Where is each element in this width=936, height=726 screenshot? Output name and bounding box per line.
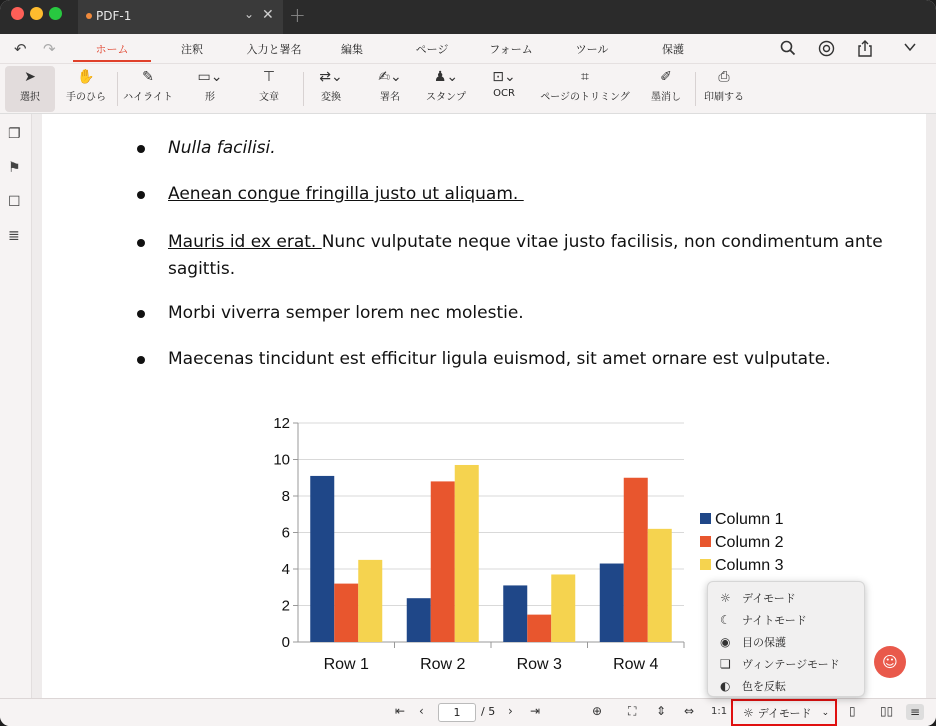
bullet-dot: [137, 191, 145, 199]
page-number-input[interactable]: 1: [438, 703, 476, 722]
bar-column-3-row-1: [358, 560, 382, 642]
text-tool[interactable]: [252, 66, 286, 112]
legend-swatch: [700, 513, 711, 524]
menu-item-day-mode[interactable]: [720, 588, 796, 608]
tool-label: 署名: [380, 92, 400, 103]
legend-label: Column 2: [715, 534, 784, 551]
tool-label: 印刷する: [704, 92, 744, 103]
crop-icon: ⌗: [581, 69, 589, 85]
legend-label: Column 3: [715, 557, 784, 574]
tool-label: 変換: [321, 92, 341, 103]
bar-column-2-row-4: [624, 478, 648, 642]
x-tick-label: Row 4: [613, 656, 659, 673]
printer-icon: ⎙: [718, 69, 730, 85]
minimize-window-button[interactable]: [30, 7, 43, 20]
chevron-down-icon[interactable]: [903, 40, 917, 58]
eye-icon: ◉: [720, 635, 731, 649]
search-results-icon[interactable]: ≣: [8, 228, 20, 244]
bullet-dot: [137, 145, 145, 153]
search-icon[interactable]: [780, 40, 796, 60]
y-tick-label: 10: [273, 451, 290, 469]
undo-icon[interactable]: ↶: [14, 40, 27, 58]
menu-item-label: ナイトモード: [742, 614, 807, 627]
bullet-text-3-line2: sagittis.: [168, 259, 236, 279]
active-tab-underline: [73, 60, 151, 62]
menu-item-invert-colors[interactable]: [720, 676, 786, 696]
tool-label: 形: [205, 92, 215, 103]
right-gutter: [926, 114, 936, 698]
ocr-icon: ⊡⌄: [492, 69, 516, 85]
redo-icon[interactable]: ↷: [43, 40, 56, 58]
tool-label: 手のひら: [66, 92, 106, 103]
y-tick-label: 0: [281, 634, 290, 651]
text-box-icon: ⊤: [262, 69, 276, 85]
bar-column-2-row-3: [527, 615, 551, 642]
bar-column-3-row-3: [551, 574, 575, 642]
ocr-tool[interactable]: [488, 66, 520, 112]
unsaved-dot-icon: [86, 13, 92, 19]
legend-swatch: [700, 559, 711, 570]
crop-pages-tool[interactable]: [538, 66, 632, 112]
bottom-status-bar: [0, 698, 936, 726]
left-gutter: [32, 114, 42, 698]
close-tab-icon[interactable]: ✕: [262, 7, 274, 23]
tool-label: ハイライト: [123, 92, 173, 103]
highlighter-icon: ✎: [142, 69, 154, 85]
menu-item-eye-protection[interactable]: [720, 632, 786, 652]
bar-column-1-row-1: [310, 476, 334, 642]
tool-label: 文章: [259, 92, 279, 103]
pages-thumbnail-icon[interactable]: ❐: [8, 126, 21, 142]
legend-swatch: [700, 536, 711, 547]
bar-column-1-row-2: [407, 598, 431, 642]
menu-bar: [0, 34, 936, 64]
share-icon[interactable]: [858, 40, 872, 61]
menu-item-label: 目の保護: [742, 636, 786, 649]
sun-icon: ☼: [720, 591, 731, 605]
bookmark-icon[interactable]: ⚑: [8, 160, 21, 176]
menu-item-night-mode[interactable]: [720, 610, 807, 630]
moon-icon: ☾: [720, 613, 731, 627]
chevron-down-icon[interactable]: ⌄: [244, 7, 255, 21]
cursor-arrow-icon: ➤: [24, 69, 36, 85]
convert-icon: ⇄⌄: [319, 69, 343, 85]
y-tick-label: 4: [281, 561, 290, 578]
page-total: / 5: [481, 705, 496, 718]
single-page-view-icon[interactable]: ▯: [849, 704, 856, 718]
menu-page[interactable]: ページ: [415, 43, 449, 56]
tool-label: OCR: [493, 88, 515, 99]
zoom-in-icon[interactable]: ⊕: [592, 704, 603, 718]
redact-pen-icon: ✐: [660, 69, 672, 85]
comments-icon[interactable]: ☐: [8, 194, 21, 210]
menu-form[interactable]: フォーム: [489, 43, 533, 56]
print-tool[interactable]: [702, 66, 746, 112]
highlight-tool[interactable]: [120, 66, 176, 112]
bullet-text-2: Aenean congue fringilla justo ut aliquam.: [168, 184, 524, 204]
first-page-icon[interactable]: ⇤: [395, 704, 406, 718]
bar-column-2-row-2: [431, 481, 455, 642]
bullet-text-1: Nulla facilisi.: [168, 138, 276, 158]
fit-width-icon[interactable]: ⇔: [684, 704, 695, 718]
bar-column-1-row-4: [600, 564, 624, 642]
menu-item-label: 色を反転: [742, 680, 786, 693]
chevron-down-icon: ⌄: [821, 707, 830, 718]
scroll-icon: ❏: [720, 657, 731, 671]
last-page-icon[interactable]: ⇥: [530, 704, 541, 718]
toolbar-divider: [117, 72, 118, 106]
x-tick-label: Row 1: [323, 656, 369, 673]
hand-icon: ✋: [77, 69, 95, 85]
view-mode-dropdown[interactable]: [731, 699, 837, 726]
menu-item-label: デイモード: [742, 592, 796, 605]
signature-icon: ✍⌄: [378, 69, 402, 85]
menu-fill-sign[interactable]: 入力と署名: [246, 43, 302, 56]
sign-tool[interactable]: [375, 66, 405, 112]
view-mode-label: デイモード: [757, 706, 812, 720]
menu-edit[interactable]: 編集: [341, 43, 363, 56]
y-tick-label: 8: [281, 488, 290, 505]
new-tab-icon[interactable]: +: [289, 3, 306, 27]
menu-home[interactable]: ホーム: [95, 43, 129, 56]
bar-column-3-row-4: [648, 529, 672, 642]
toolbar-divider: [695, 72, 696, 106]
sun-icon: ☼: [743, 705, 754, 720]
bullet-text-4: Morbi viverra semper lorem nec molestie.: [168, 303, 524, 323]
legend-label: Column 1: [715, 511, 784, 528]
view-mode-menu: [707, 581, 865, 697]
rectangle-icon: ▭⌄: [197, 69, 223, 85]
menu-tools[interactable]: ツール: [575, 43, 609, 56]
underlined-span: Mauris id ex erat.: [168, 232, 322, 252]
zoom-window-button[interactable]: [49, 7, 62, 20]
menu-protect[interactable]: 保護: [662, 43, 684, 56]
continuous-scroll-icon[interactable]: ≡: [906, 704, 924, 720]
tool-label: ページのトリミング: [540, 92, 630, 103]
previous-page-icon[interactable]: ‹: [419, 704, 424, 718]
support-icon[interactable]: [818, 40, 835, 61]
menu-item-label: ヴィンテージモード: [742, 658, 840, 671]
y-tick-label: 12: [273, 415, 290, 432]
toolbar-divider: [303, 72, 304, 106]
menu-item-vintage-mode[interactable]: [720, 654, 840, 674]
y-tick-label: 2: [281, 597, 290, 615]
redact-tool[interactable]: [648, 66, 684, 112]
bullet-text-5: Maecenas tincidunt est efficitur ligula euismod, sit amet ornare est vulputate.: [168, 349, 831, 369]
convert-tool[interactable]: [314, 66, 348, 112]
contrast-icon: ◐: [720, 679, 731, 693]
fit-page-icon[interactable]: ⛶: [628, 704, 637, 718]
actual-size-icon[interactable]: 1:1: [711, 706, 728, 717]
tool-label: スタンプ: [426, 92, 466, 103]
select-tool[interactable]: [5, 66, 55, 112]
ai-assistant-icon[interactable]: ☺: [874, 646, 906, 678]
tool-label: 選択: [20, 92, 40, 103]
left-sidebar: [0, 114, 32, 698]
stamp-icon: ♟⌄: [433, 69, 459, 85]
document-tab[interactable]: [78, 0, 283, 34]
tool-label: 墨消し: [651, 92, 681, 103]
menu-annotate[interactable]: 注釈: [181, 43, 203, 56]
title-bar: [0, 0, 936, 34]
shape-tool[interactable]: [196, 66, 224, 112]
y-tick-label: 6: [281, 524, 290, 542]
next-page-icon[interactable]: ›: [508, 704, 513, 718]
tab-title: PDF-1: [96, 9, 132, 23]
hand-tool[interactable]: [60, 66, 112, 112]
bar-column-2-row-1: [334, 584, 358, 642]
close-window-button[interactable]: [11, 7, 24, 20]
x-tick-label: Row 2: [420, 656, 466, 673]
bar-column-3-row-2: [455, 465, 479, 642]
two-page-view-icon[interactable]: ▯▯: [880, 704, 894, 718]
bar-column-1-row-3: [503, 585, 527, 642]
x-tick-label: Row 3: [516, 656, 562, 673]
stamp-tool[interactable]: [423, 66, 469, 112]
ribbon-toolbar: [0, 64, 936, 114]
bullet-text-3-rest: Nunc vulputate neque vitae justo facilisis, non condimentum ante: [321, 232, 883, 252]
fit-height-icon[interactable]: ⇕: [656, 704, 667, 718]
